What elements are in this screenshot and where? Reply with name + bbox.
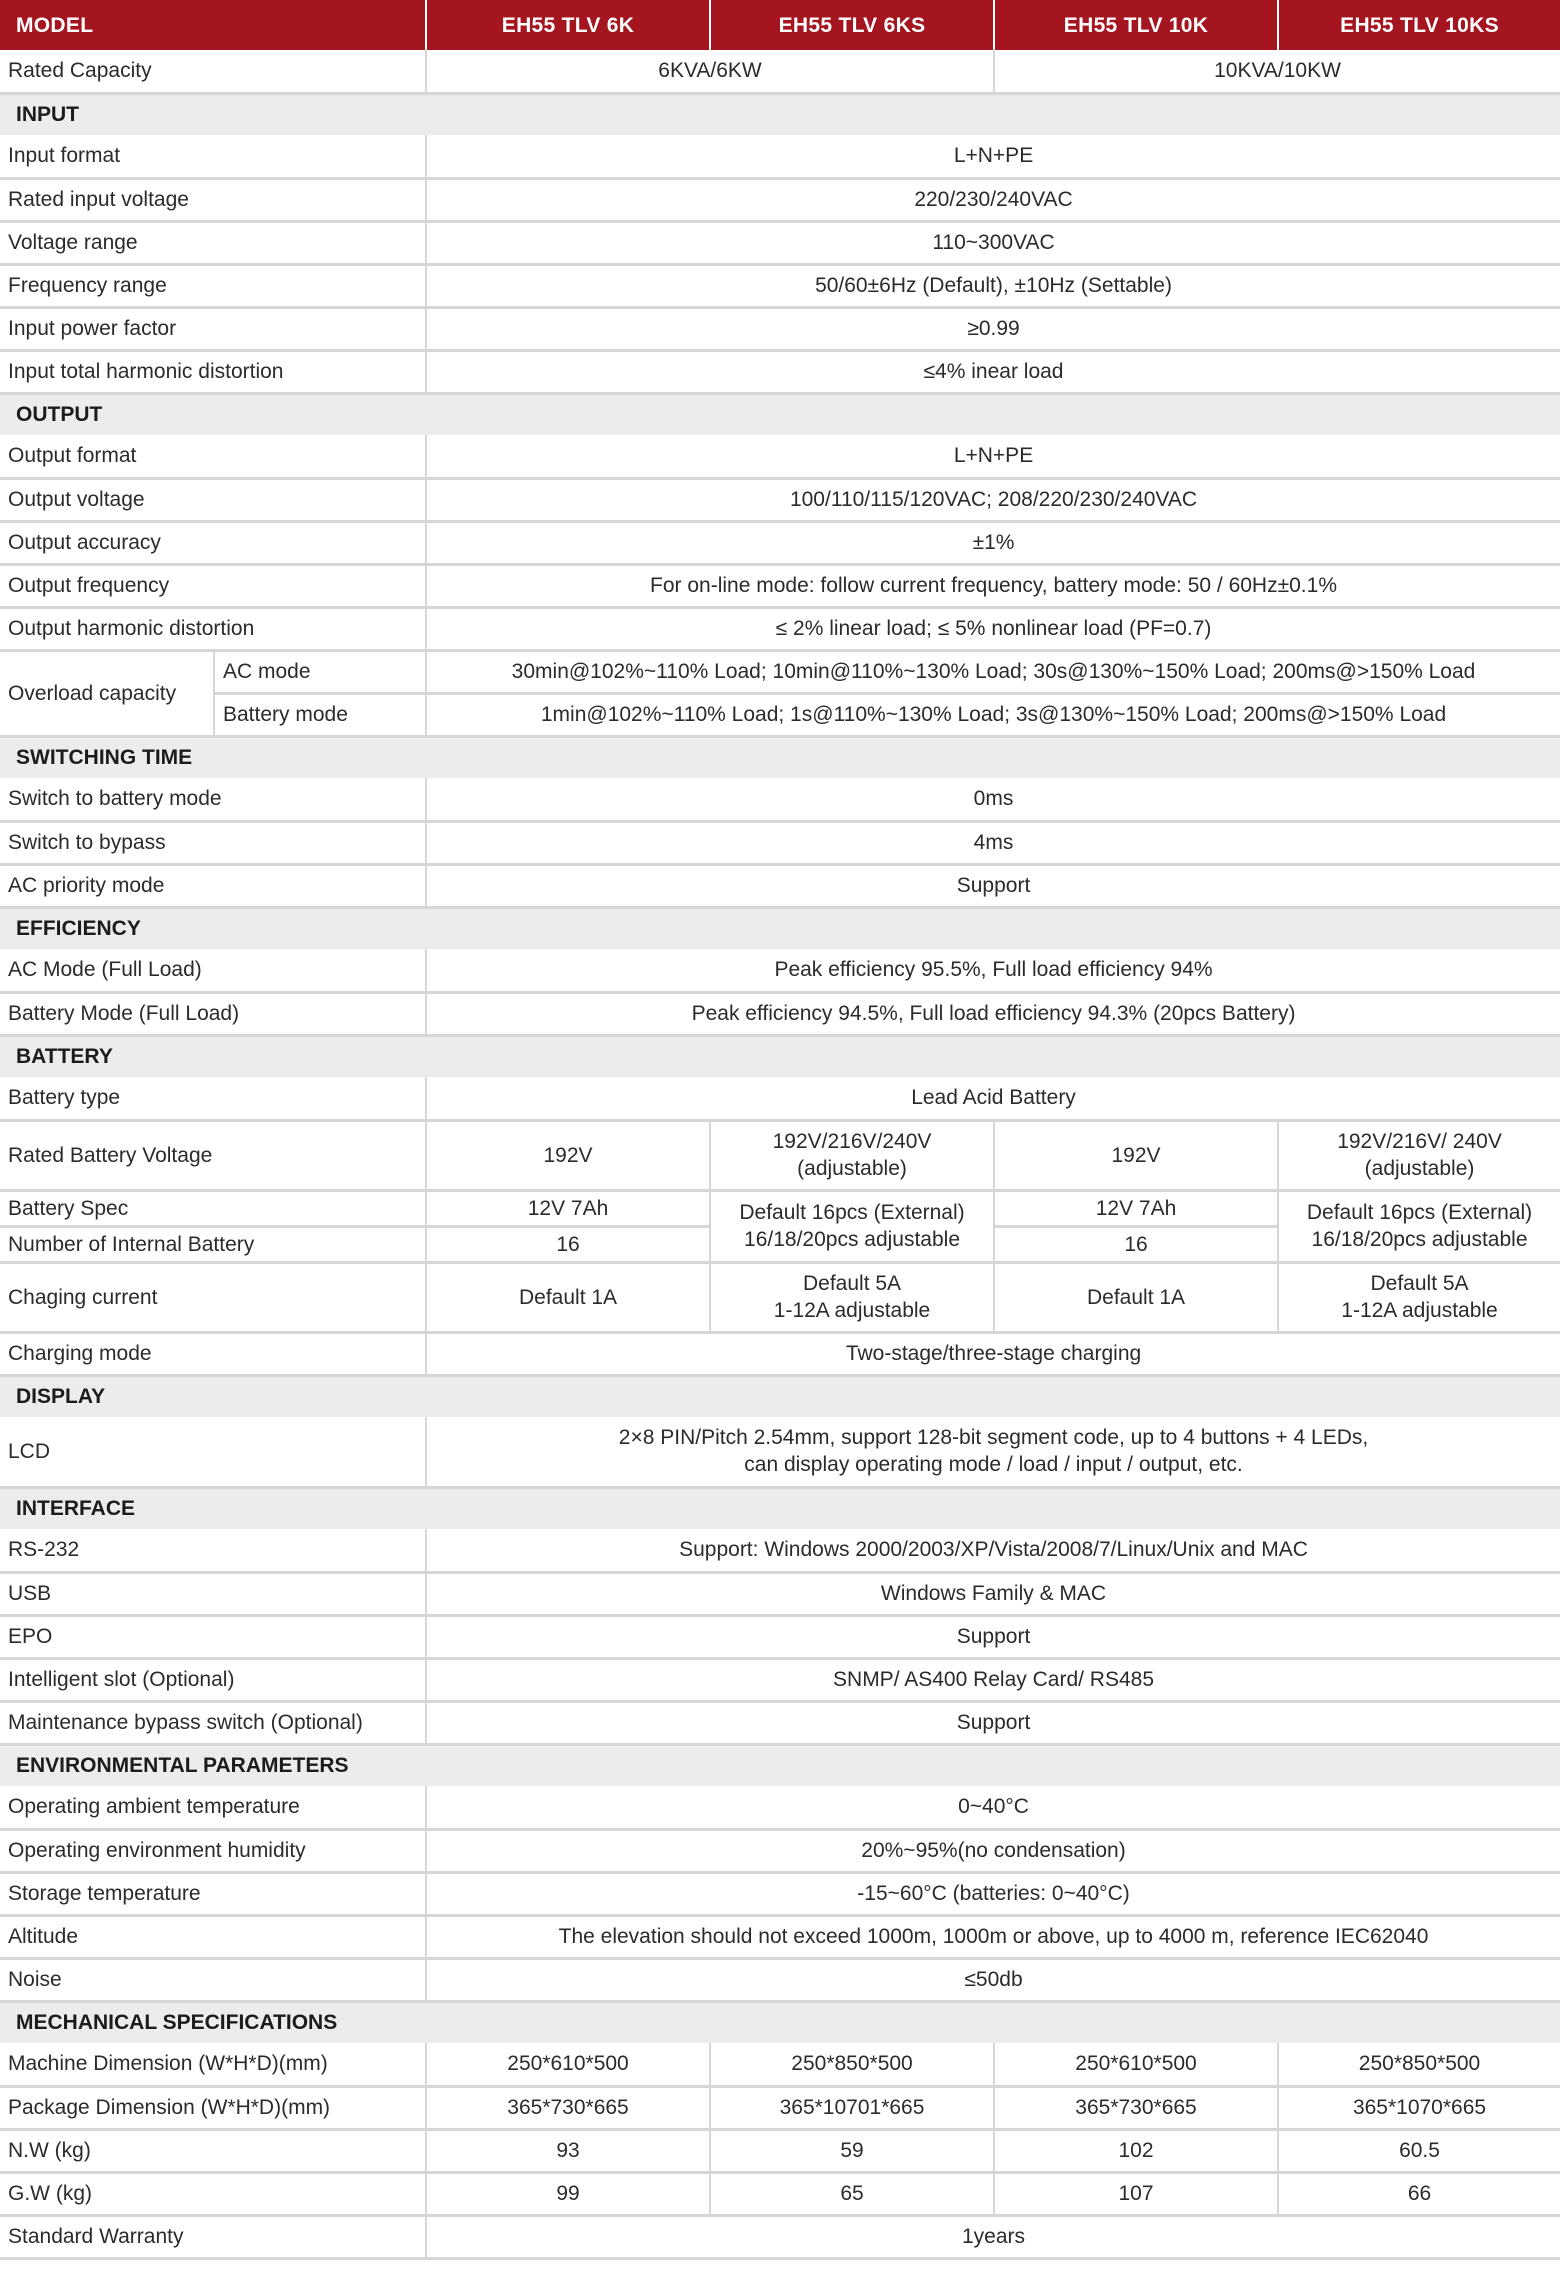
- table-row: [0, 2172, 1560, 2215]
- row-value: L+N+PE: [426, 135, 1560, 178]
- table-row: [0, 478, 1560, 521]
- charging-current-6ks-b: 1-12A adjustable: [773, 1299, 931, 1322]
- row-label: Storage temperature: [0, 1872, 426, 1915]
- section-title: OUTPUT: [0, 393, 1560, 435]
- table-row: [0, 521, 1560, 564]
- table-row: [0, 1658, 1560, 1701]
- row-value: ±1%: [426, 521, 1560, 564]
- row-value: 365*1070*665: [1278, 2086, 1560, 2129]
- model-header-6k: EH55 TLV 6K: [426, 0, 710, 50]
- table-row: [0, 1958, 1560, 2001]
- battery-spec-6ks: [710, 1190, 994, 1262]
- table-row: [0, 607, 1560, 650]
- battery-spec-6ks-b: 16/18/20pcs adjustable: [744, 1228, 961, 1251]
- row-label: AC priority mode: [0, 864, 426, 907]
- row-label: Maintenance bypass switch (Optional): [0, 1701, 426, 1744]
- section-header: [0, 736, 1560, 778]
- section-header: [0, 1487, 1560, 1529]
- row-value: Support: Windows 2000/2003/XP/Vista/2008/7/Linux/Unix and MAC: [426, 1529, 1560, 1572]
- section-header: [0, 1375, 1560, 1417]
- lcd-value-a: 2×8 PIN/Pitch 2.54mm, support 128-bit segment code, up to 4 buttons + 4 LEDs,: [618, 1426, 1369, 1450]
- row-label: USB: [0, 1572, 426, 1615]
- row-value: 1years: [426, 2215, 1560, 2258]
- row-value: ≤4% inear load: [426, 350, 1560, 393]
- row-label: Battery Spec: [0, 1190, 426, 1226]
- row-label: EPO: [0, 1615, 426, 1658]
- table-row: [0, 1915, 1560, 1958]
- battery-voltage-6ks-b: (adjustable): [797, 1157, 907, 1180]
- row-value: Peak efficiency 94.5%, Full load efficiency 94.3% (20pcs Battery): [426, 992, 1560, 1035]
- row-value: 365*10701*665: [710, 2086, 994, 2129]
- table-row: [0, 435, 1560, 478]
- row-value: 102: [994, 2129, 1278, 2172]
- row-value: 250*850*500: [710, 2043, 994, 2086]
- row-value: For on-line mode: follow current frequency, battery mode: 50 / 60Hz±0.1%: [426, 564, 1560, 607]
- row-value: 107: [994, 2172, 1278, 2215]
- row-value: 99: [426, 2172, 710, 2215]
- row-label: Output voltage: [0, 478, 426, 521]
- row-label: Charging mode: [0, 1332, 426, 1375]
- row-value: 100/110/115/120VAC; 208/220/230/240VAC: [426, 478, 1560, 521]
- row-value: 50/60±6Hz (Default), ±10Hz (Settable): [426, 264, 1560, 307]
- row-value: ≤50db: [426, 1958, 1560, 2001]
- row-value: Support: [426, 1701, 1560, 1744]
- table-row: [0, 949, 1560, 992]
- charging-current-6ks: [710, 1262, 994, 1332]
- row-label: Battery type: [0, 1077, 426, 1120]
- row-label: Operating environment humidity: [0, 1829, 426, 1872]
- model-header-6ks: EH55 TLV 6KS: [710, 0, 994, 50]
- table-row: [0, 778, 1560, 821]
- row-label: Output frequency: [0, 564, 426, 607]
- row-label: Input power factor: [0, 307, 426, 350]
- table-row: [0, 1262, 1560, 1332]
- row-label: Voltage range: [0, 221, 426, 264]
- overload-ac-value: 30min@102%~110% Load; 10min@110%~130% Load; 30s@130%~150% Load; 200ms@>150% Load: [426, 650, 1560, 693]
- section-title: DISPLAY: [0, 1375, 1560, 1417]
- section-title: INTERFACE: [0, 1487, 1560, 1529]
- row-label: Intelligent slot (Optional): [0, 1658, 426, 1701]
- row-value: 20%~95%(no condensation): [426, 1829, 1560, 1872]
- battery-voltage-10k: 192V: [994, 1120, 1278, 1190]
- table-row: [0, 307, 1560, 350]
- row-label: G.W (kg): [0, 2172, 426, 2215]
- battery-spec-6k: 12V 7Ah: [426, 1190, 710, 1226]
- row-value: 93: [426, 2129, 710, 2172]
- battery-voltage-10ks-b: (adjustable): [1364, 1157, 1475, 1180]
- row-label: Package Dimension (W*H*D)(mm): [0, 2086, 426, 2129]
- row-label: Rated input voltage: [0, 178, 426, 221]
- table-row: [0, 1332, 1560, 1375]
- table-row: [0, 1529, 1560, 1572]
- section-header: [0, 907, 1560, 949]
- table-row: [0, 2215, 1560, 2258]
- row-label: Altitude: [0, 1915, 426, 1958]
- battery-spec-10ks: [1278, 1190, 1560, 1262]
- row-value: ≥0.99: [426, 307, 1560, 350]
- row-value: L+N+PE: [426, 435, 1560, 478]
- row-value: ≤ 2% linear load; ≤ 5% nonlinear load (PF=0.7): [426, 607, 1560, 650]
- table-row: [0, 1572, 1560, 1615]
- section-header: [0, 393, 1560, 435]
- battery-voltage-10ks: [1278, 1120, 1560, 1190]
- table-row: [0, 1190, 1560, 1226]
- row-value: Two-stage/three-stage charging: [426, 1332, 1560, 1375]
- row-label: Frequency range: [0, 264, 426, 307]
- table-row: [0, 2043, 1560, 2086]
- charging-current-10ks: [1278, 1262, 1560, 1332]
- charging-current-10ks-b: 1-12A adjustable: [1341, 1299, 1498, 1322]
- battery-spec-10k: 12V 7Ah: [994, 1190, 1278, 1226]
- row-value: Peak efficiency 95.5%, Full load efficiency 94%: [426, 949, 1560, 992]
- row-value: 250*850*500: [1278, 2043, 1560, 2086]
- row-value: 365*730*665: [994, 2086, 1278, 2129]
- battery-spec-10ks-a: Default 16pcs (External): [1306, 1201, 1533, 1224]
- battery-voltage-6ks: [710, 1120, 994, 1190]
- table-row: [0, 1120, 1560, 1190]
- row-value: 365*730*665: [426, 2086, 710, 2129]
- row-label: Noise: [0, 1958, 426, 2001]
- lcd-value-b: can display operating mode / load / input / output, etc.: [744, 1453, 1243, 1477]
- model-header-10ks: EH55 TLV 10KS: [1278, 0, 1560, 50]
- section-header: [0, 1744, 1560, 1786]
- row-label: N.W (kg): [0, 2129, 426, 2172]
- row-value: SNMP/ AS400 Relay Card/ RS485: [426, 1658, 1560, 1701]
- section-header: [0, 93, 1560, 135]
- row-value: Support: [426, 864, 1560, 907]
- row-value: 0~40°C: [426, 1786, 1560, 1829]
- row-value: -15~60°C (batteries: 0~40°C): [426, 1872, 1560, 1915]
- row-value: 110~300VAC: [426, 221, 1560, 264]
- charging-current-10ks-a: Default 5A: [1370, 1272, 1469, 1295]
- table-row: [0, 864, 1560, 907]
- battery-number-6k: 16: [426, 1226, 710, 1262]
- table-row: [0, 1872, 1560, 1915]
- row-value: 10KVA/10KW: [994, 50, 1560, 93]
- section-title: MECHANICAL SPECIFICATIONS: [0, 2001, 1560, 2043]
- overload-battery-label: Battery mode: [214, 693, 426, 736]
- charging-current-6k: Default 1A: [426, 1262, 710, 1332]
- row-value: 220/230/240VAC: [426, 178, 1560, 221]
- table-row: [0, 2086, 1560, 2129]
- row-label: Standard Warranty: [0, 2215, 426, 2258]
- row-label: Chaging current: [0, 1262, 426, 1332]
- row-value: 4ms: [426, 821, 1560, 864]
- table-row: [0, 264, 1560, 307]
- row-label: Machine Dimension (W*H*D)(mm): [0, 2043, 426, 2086]
- section-title: INPUT: [0, 93, 1560, 135]
- table-row: [0, 350, 1560, 393]
- battery-spec-10ks-b: 16/18/20pcs adjustable: [1311, 1228, 1528, 1251]
- section-title: SWITCHING TIME: [0, 736, 1560, 778]
- row-label: Output format: [0, 435, 426, 478]
- row-label: AC Mode (Full Load): [0, 949, 426, 992]
- row-value: 60.5: [1278, 2129, 1560, 2172]
- battery-spec-6ks-a: Default 16pcs (External): [739, 1201, 965, 1224]
- table-row: [0, 221, 1560, 264]
- row-value: 65: [710, 2172, 994, 2215]
- row-value: 250*610*500: [994, 2043, 1278, 2086]
- row-label: Input total harmonic distortion: [0, 350, 426, 393]
- table-row: [0, 1829, 1560, 1872]
- section-title: ENVIRONMENTAL PARAMETERS: [0, 1744, 1560, 1786]
- overload-label: Overload capacity: [0, 650, 214, 736]
- battery-voltage-6ks-a: 192V/216V/240V: [772, 1130, 932, 1153]
- model-header: MODEL: [0, 0, 426, 50]
- row-label: Number of Internal Battery: [0, 1226, 426, 1262]
- table-row: [0, 821, 1560, 864]
- row-label: LCD: [0, 1417, 426, 1487]
- row-value: Support: [426, 1615, 1560, 1658]
- table-row: [0, 693, 1560, 736]
- battery-voltage-6k: 192V: [426, 1120, 710, 1190]
- charging-current-10k: Default 1A: [994, 1262, 1278, 1332]
- row-value: 0ms: [426, 778, 1560, 821]
- row-label: Rated Capacity: [0, 50, 426, 93]
- overload-battery-value: 1min@102%~110% Load; 1s@110%~130% Load; 3s@130%~150% Load; 200ms@>150% Load: [426, 693, 1560, 736]
- model-header-10k: EH55 TLV 10K: [994, 0, 1278, 50]
- table-row: [0, 135, 1560, 178]
- lcd-value: [426, 1417, 1560, 1487]
- row-value: Lead Acid Battery: [426, 1077, 1560, 1120]
- section-header: [0, 2001, 1560, 2043]
- row-value: 6KVA/6KW: [426, 50, 994, 93]
- row-label: Battery Mode (Full Load): [0, 992, 426, 1035]
- row-label: Operating ambient temperature: [0, 1786, 426, 1829]
- table-row: [0, 1417, 1560, 1487]
- battery-number-10k: 16: [994, 1226, 1278, 1262]
- table-row: [0, 650, 1560, 693]
- section-title: EFFICIENCY: [0, 907, 1560, 949]
- row-label: Switch to battery mode: [0, 778, 426, 821]
- table-row: [0, 992, 1560, 1035]
- row-label: Input format: [0, 135, 426, 178]
- table-row: [0, 50, 1560, 93]
- overload-ac-label: AC mode: [214, 650, 426, 693]
- section-header: [0, 1035, 1560, 1077]
- row-label: Output accuracy: [0, 521, 426, 564]
- table-row: [0, 1077, 1560, 1120]
- row-label: RS-232: [0, 1529, 426, 1572]
- row-label: Rated Battery Voltage: [0, 1120, 426, 1190]
- row-value: 66: [1278, 2172, 1560, 2215]
- row-value: 59: [710, 2129, 994, 2172]
- row-value: Windows Family & MAC: [426, 1572, 1560, 1615]
- table-row: [0, 564, 1560, 607]
- row-value: 250*610*500: [426, 2043, 710, 2086]
- section-title: BATTERY: [0, 1035, 1560, 1077]
- table-row: [0, 1786, 1560, 1829]
- table-row: [0, 178, 1560, 221]
- table-row: [0, 1615, 1560, 1658]
- battery-voltage-10ks-a: 192V/216V/ 240V: [1337, 1130, 1502, 1153]
- row-label: Output harmonic distortion: [0, 607, 426, 650]
- charging-current-6ks-a: Default 5A: [802, 1272, 902, 1295]
- table-row: [0, 2129, 1560, 2172]
- table-row: [0, 1701, 1560, 1744]
- row-label: Switch to bypass: [0, 821, 426, 864]
- row-value: The elevation should not exceed 1000m, 1000m or above, up to 4000 m, reference IEC62040: [426, 1915, 1560, 1958]
- header-row: [0, 0, 1560, 50]
